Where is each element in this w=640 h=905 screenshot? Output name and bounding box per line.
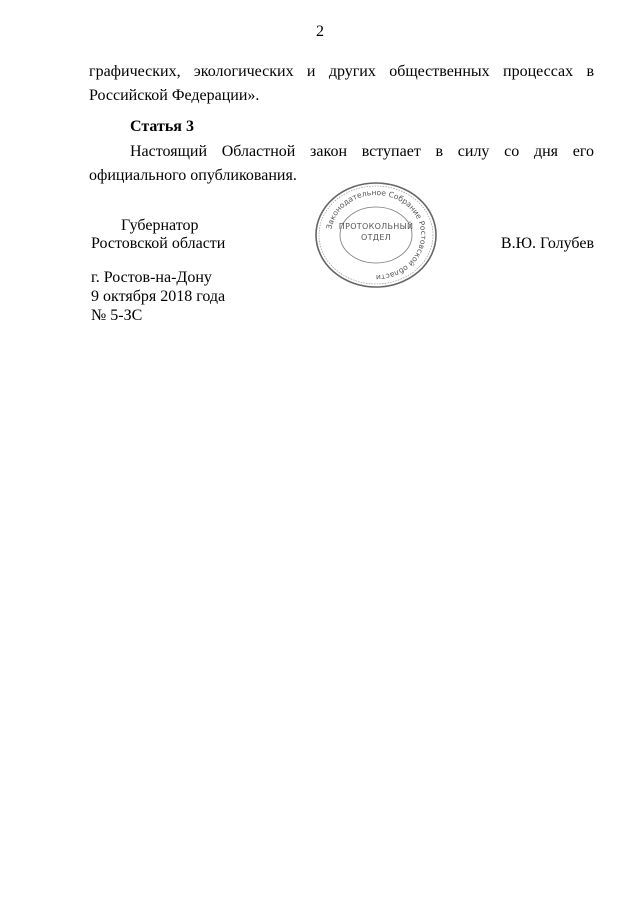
issuance-date: 9 октября 2018 года (91, 288, 226, 305)
governor-name: В.Ю. Голубев (500, 235, 594, 252)
governor-title-line1: Губернатор (121, 217, 199, 234)
page-number: 2 (316, 23, 324, 40)
stamp-center-line1: ПРОТОКОЛЬНЫЙ (338, 222, 414, 231)
article-heading: Статья 3 (130, 118, 194, 135)
article-paragraph: Настоящий Областной закон вступает в силу со дня его официального опубликования. (89, 143, 594, 184)
stamp-center-line2: ОТДЕЛ (360, 233, 391, 242)
official-stamp (312, 180, 440, 290)
continuation-paragraph: графических, экологических и других общественных процессах в Российской Федерации». (89, 63, 594, 104)
stamp-ring-text: Законодательное Собрание Ростовской области (324, 187, 429, 283)
law-number: № 5-ЗС (91, 307, 143, 324)
issuance-place: г. Ростов-на-Дону (91, 269, 212, 286)
governor-title-line2: Ростовской области (91, 235, 226, 252)
